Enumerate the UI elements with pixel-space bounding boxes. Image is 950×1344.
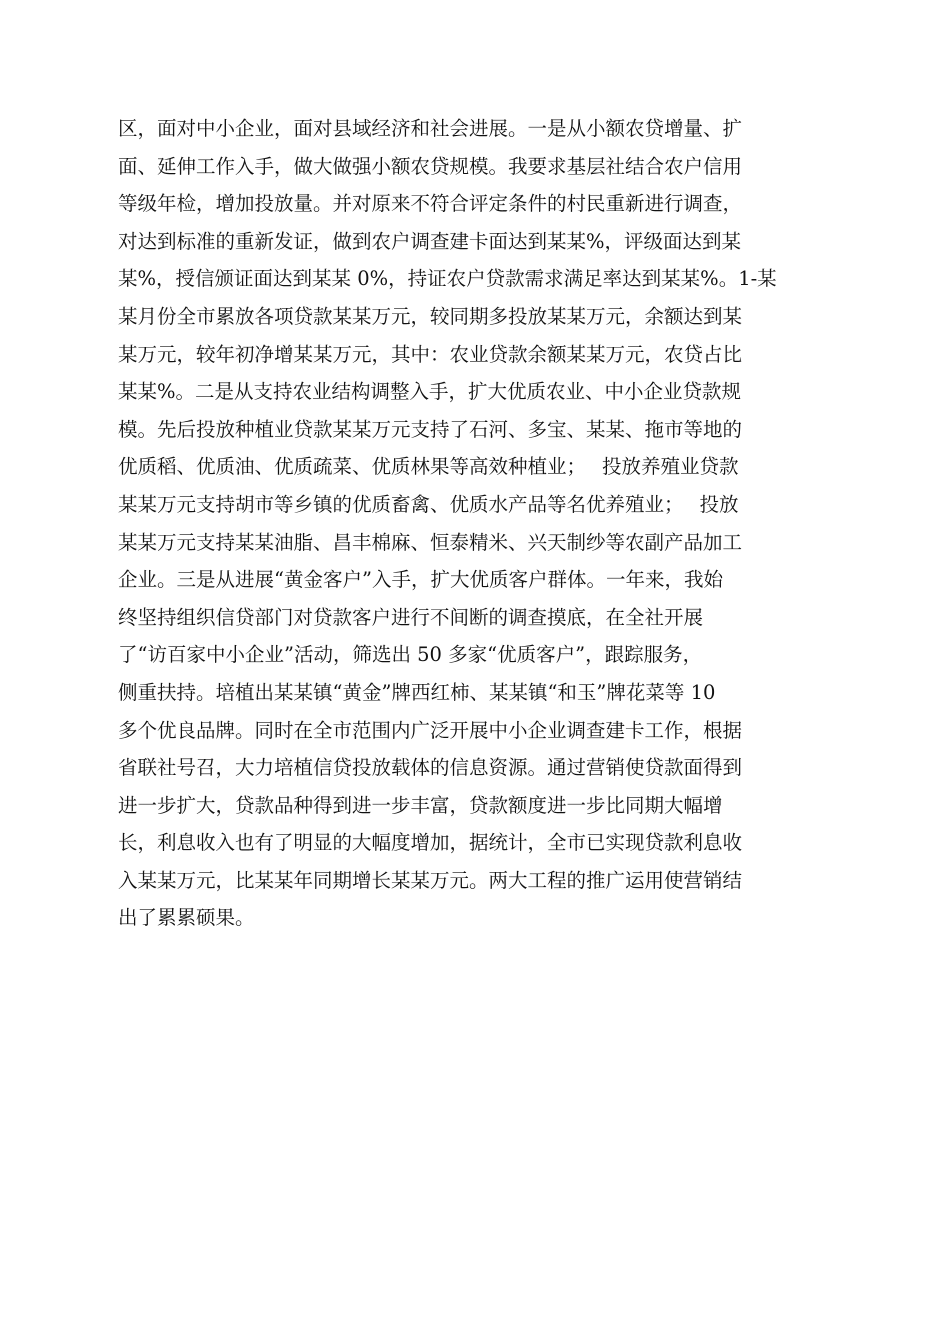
- text-line: 某%，授信颁证面达到某某 0%，持证农户贷款需求满足率达到某某%。1-某: [118, 267, 777, 291]
- text-line: 了“访百家中小企业”活动，筛选出 50 多家“优质客户”，跟踪服务，: [118, 643, 703, 667]
- text-line: 等级年检，增加投放量。并对原来不符合评定条件的村民重新进行调查，: [118, 192, 743, 216]
- text-line: 优质稻、优质油、优质疏菜、优质林果等高效种植业； 投放养殖业贷款: [118, 455, 739, 479]
- text-line: 某某%。二是从支持农业结构调整入手，扩大优质农业、中小企业贷款规: [118, 380, 742, 404]
- text-line: 入某某万元，比某某年同期增长某某万元。两大工程的推广运用使营销结: [118, 868, 743, 892]
- text-line: 某某万元支持某某油脂、昌丰棉麻、恒泰精米、兴天制纱等农副产品加工: [118, 530, 743, 554]
- text-line: 区，面对中小企业，面对县域经济和社会进展。一是从小额农贷增量、扩: [118, 117, 743, 140]
- text-line: 某月份全市累放各项贷款某某万元，较同期多投放某某万元，余额达到某: [118, 304, 743, 328]
- text-line: 模。先后投放种植业贷款某某万元支持了石河、多宝、某某、拖市等地的: [118, 417, 743, 441]
- text-line: 长，利息收入也有了明显的大幅度增加，据统计，全市已实现贷款利息收: [118, 831, 743, 855]
- text-line: 某万元，较年初净增某某万元，其中：农业贷款余额某某万元，农贷占比: [118, 342, 743, 366]
- text-line: 某某万元支持胡市等乡镇的优质畜禽、优质水产品等名优养殖业； 投放: [118, 492, 739, 516]
- text-line: 出了累累硕果。: [118, 906, 255, 930]
- text-line: 进一步扩大，贷款品种得到进一步丰富，贷款额度进一步比同期大幅增: [118, 793, 723, 817]
- text-line: 侧重扶持。培植出某某镇“黄金”牌西红柿、某某镇“和玉”牌花菜等 10: [118, 680, 716, 704]
- text-line: 省联社号召，大力培植信贷投放载体的信息资源。通过营销使贷款面得到: [118, 756, 743, 780]
- text-line: 对达到标准的重新发证，做到农户调查建卡面达到某某%，评级面达到某: [118, 229, 742, 253]
- text-line: 终坚持组织信贷部门对贷款客户进行不间断的调查摸底，在全社开展: [118, 605, 704, 629]
- text-line: 多个优良品牌。同时在全市范围内广泛开展中小企业调查建卡工作，根据: [118, 718, 743, 742]
- text-line: 面、延伸工作入手，做大做强小额农贷规模。我要求基层社结合农户信用: [118, 154, 743, 178]
- body-text: [118, 110, 838, 937]
- text-line: 企业。三是从进展“黄金客户”入手，扩大优质客户群体。一年来，我始: [118, 568, 723, 592]
